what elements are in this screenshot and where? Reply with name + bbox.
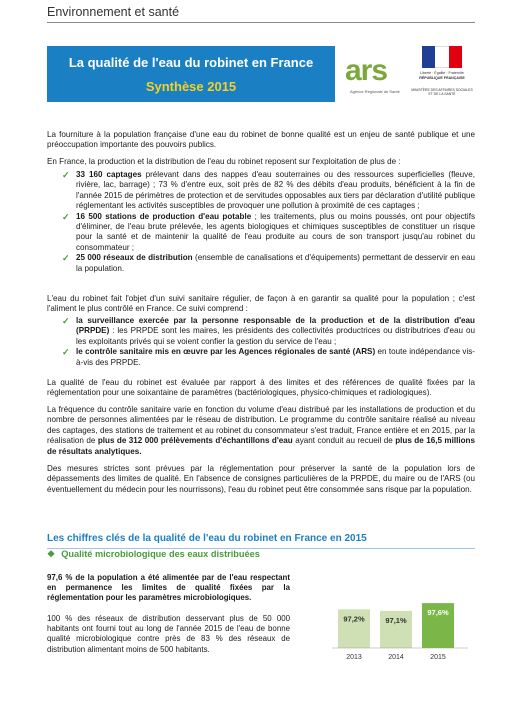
list-item <box>62 170 475 212</box>
document-subtitle: Synthèse 2015 <box>145 79 237 94</box>
check-icon: ✓ <box>62 253 70 264</box>
subsection-heading <box>47 549 260 560</box>
rf-name: RÉPUBLIQUE FRANÇAISE <box>419 76 465 80</box>
subsection-title: Qualité microbiologique des eaux distribuées <box>61 549 260 559</box>
list-item-text: ; les traitements, plus ou moins poussés, ont pour objectifs d'éliminer, de l'eau brute prélevée, les agents biologiques et chimiques susceptibles de constituer un risque pour la santé et de maintenir la qualité de l'eau produite au cours de son transport jusqu'au robinet du consommateur ; <box>76 211 475 252</box>
control-paragraph <box>47 294 475 315</box>
frequency-text-a: La fréquence du contrôle sanitaire varie en fonction du volume d'eau distribué par les installations de production et du nombre de personnes alimentées par le réseau de distribution. Le programme du contrôle sanitaire réalisé au niveau des captages, des stations de traitement et au robinet du consommateur s'est traduit, France entière et en 2015, par la réalisation de <box>47 405 475 446</box>
list-item-text: en toute indépendance vis-à-vis des PRPDE. <box>76 347 475 367</box>
list-item <box>62 347 475 368</box>
check-icon: ✓ <box>62 211 70 222</box>
list-item-text: prélevant dans des nappes d'eau souterraines ou des ressources superficielles (fleuve, rivière, lac, barrage) ; 73 % d'entre eux, soit près de 82 % des débits d'eau produits, bénéficient à la fin de l'année 2015 de périmètres de protection et de servitudes opposables aux tiers par déclaration d'utilité publique réglementant les activités susceptibles de provoquer une pollution à proximité de ces captages ; <box>76 170 475 211</box>
measures-text: Des mesures strictes sont prévues par la réglementation pour préserver la santé de la population lors de dépassements des limites de qualité. En l'absence de consignes particulières de la PRPDE, du maire ou de l'ARS (ou éventuellement du médecin pour les nourrissons), l'eau du robinet peut être consommée sans risque par la population. <box>47 464 475 494</box>
quality-paragraph <box>47 378 475 399</box>
stat-bold-paragraph: 97,6 % de la population a été alimentée par de l'eau respectant en permanence les limites de qualité fixées par la réglementation pour les paramètres microbiologiques. <box>47 573 290 603</box>
check-icon: ✓ <box>62 347 70 358</box>
header-divider <box>47 22 475 23</box>
list-item-bold: 25 000 réseaux de distribution <box>76 253 193 263</box>
header-label: Environnement et santé <box>47 5 180 19</box>
list-item-bold: 16 500 stations de production d'eau potable <box>76 211 252 221</box>
intro-text: La fourniture à la population française d'une eau du robinet de bonne qualité est un enjeu de santé publique et une préoccupation importante des pouvoirs publics. <box>47 130 475 150</box>
key-figures-title: Les chiffres clés de la qualité de l'eau du robinet en France en 2015 <box>47 533 367 544</box>
republique-francaise-logo <box>410 42 474 106</box>
stat-paragraph: 100 % des réseaux de distribution desservant plus de 50 000 habitants ont fourni tout au long de l'année 2015 de l'eau de bonne qualité microbiologique contre près de 83 % des réseaux de distribution alimentant moins de 500 habitants. <box>47 614 290 654</box>
frequency-text <box>47 405 475 457</box>
frequency-paragraph <box>47 405 475 457</box>
diamond-bullet-icon: ❖ <box>47 549 56 559</box>
check-icon: ✓ <box>62 170 70 180</box>
microbiological-quality-chart <box>330 568 470 664</box>
list-item-text: (ensemble de canalisations et d'équipements) permettant de desservir en eau la population. <box>76 253 475 273</box>
check-icon: ✓ <box>62 316 70 326</box>
frequency-text-bold-1: plus de 312 000 prélèvements d'échantillons d'eau <box>97 436 293 446</box>
infrastructure-list <box>62 170 475 274</box>
list-item-text: : les PRPDE sont les maires, les présidents des collectivités productrices ou distributrices d'eau ou les exploitants privés qui se voient confier la gestion du service de l'eau ; <box>76 326 475 346</box>
rf-motto: Liberté · Égalité · Fraternité <box>420 71 464 75</box>
intro-text-2: En France, la production et la distribution de l'eau du robinet reposent sur l'exploitation de plus de : <box>47 157 401 166</box>
ars-logo-tagline: Agence Régionale de Santé <box>350 89 400 94</box>
frequency-text-c: ayant conduit au recueil de <box>292 436 396 446</box>
title-banner <box>47 46 335 102</box>
list-item <box>62 316 475 347</box>
intro-paragraph-2 <box>47 157 475 167</box>
quality-text: La qualité de l'eau du robinet est évaluée par rapport à des limites et des références de qualité fixées par la réglementation pour une soixantaine de paramètres (bactériologiques, physico-chimiques et radiologiques). <box>47 378 475 398</box>
list-item <box>62 253 475 274</box>
x-tick-label: 2014 <box>388 654 404 661</box>
bar-value-label: 97,2% <box>343 614 365 624</box>
list-item-bold: la surveillance exercée par la personne responsable de la production et de la distribution d'eau (PRPDE) <box>76 316 475 336</box>
intro-paragraph <box>47 130 475 151</box>
frequency-text-bold-2: plus de 16,5 millions de résultats analytiques. <box>47 436 475 456</box>
document-title: La qualité de l'eau du robinet en France <box>68 55 314 70</box>
list-item <box>62 212 475 254</box>
bar-value-label: 97,1% <box>385 615 407 625</box>
ministry-name: MINISTÈRE DES AFFAIRES SOCIALES ET DE LA SANTÉ <box>411 88 473 96</box>
control-list <box>62 316 475 368</box>
x-tick-label: 2015 <box>430 654 446 661</box>
control-text: L'eau du robinet fait l'objet d'un suivi sanitaire régulier, de façon à en garantir sa qualité pour la population ; c'est l'aliment le plus contrôlé en France. Ce suivi comprend : <box>47 294 475 314</box>
x-tick-label: 2013 <box>346 654 362 661</box>
ars-logo: ars <box>345 54 388 87</box>
french-flag-icon <box>422 46 462 68</box>
list-item-bold: le contrôle sanitaire mis en œuvre par les Agences régionales de santé (ARS) <box>76 347 376 357</box>
list-item-bold: 33 160 captages <box>76 170 142 179</box>
bar-value-label: 97,6% <box>427 608 449 618</box>
measures-paragraph <box>47 464 475 495</box>
